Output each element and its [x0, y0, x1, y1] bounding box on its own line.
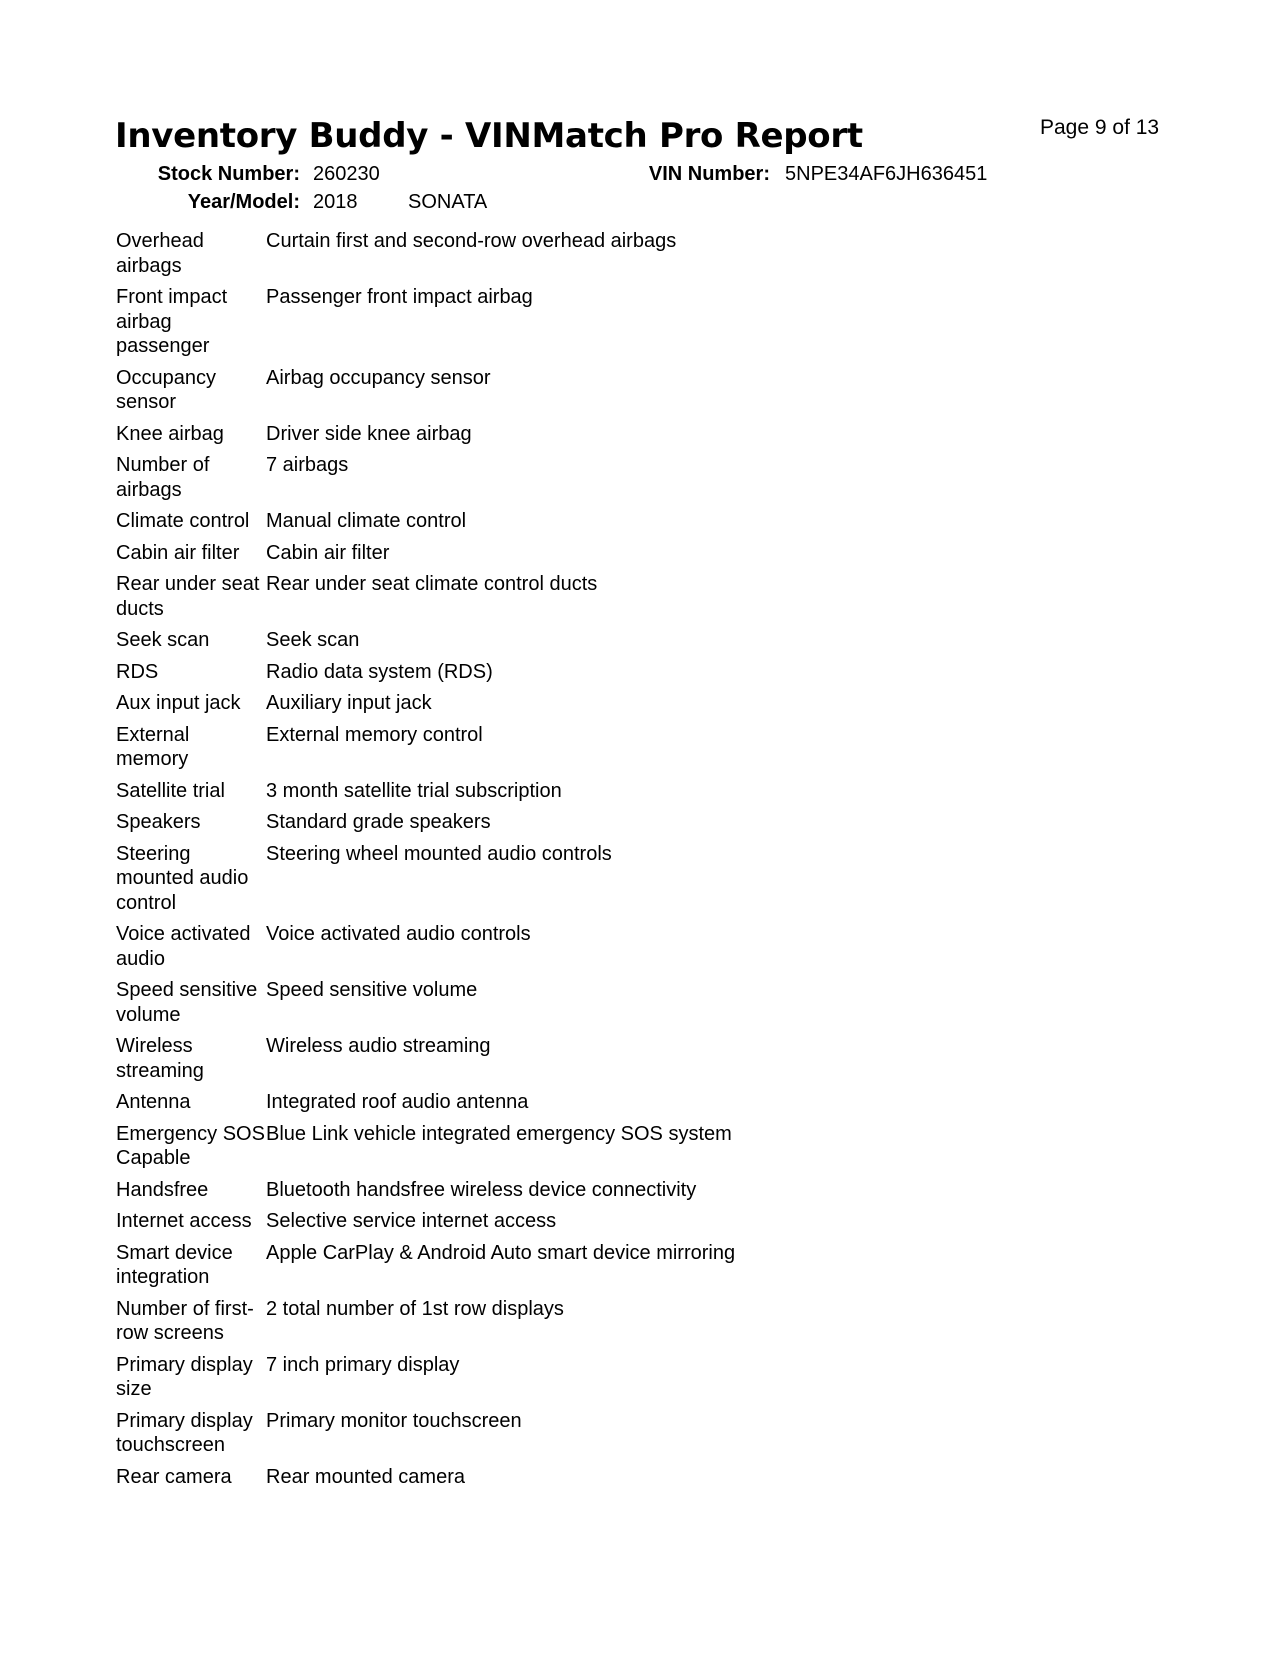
spec-row: [116, 1241, 876, 1297]
spec-description: Cabin air filter: [266, 541, 390, 564]
spec-name: Aux input jack: [116, 692, 241, 714]
spec-description: Manual climate control: [266, 510, 467, 532]
spec-description: Wireless audio streaming: [266, 1035, 491, 1057]
spec-name: Seek scan: [116, 629, 210, 651]
spec-row: [116, 1122, 876, 1178]
spec-row: [116, 779, 876, 811]
spec-description: Auxiliary input jack: [266, 692, 432, 714]
page-number: Page 9 of 13: [1040, 116, 1160, 139]
spec-description: Radio data system (RDS): [266, 660, 493, 683]
year-value: 2018: [313, 191, 358, 213]
spec-description: Integrated roof audio antenna: [266, 1091, 529, 1113]
spec-row: [116, 366, 876, 422]
spec-description: Primary monitor touchscreen: [266, 1409, 522, 1432]
spec-description: 7 inch primary display: [266, 1353, 460, 1376]
spec-name: Number of first-row screens: [116, 1297, 254, 1344]
spec-name: Overhead airbags: [116, 230, 204, 277]
spec-name: Knee airbag: [116, 422, 224, 445]
spec-row: [116, 691, 876, 723]
spec-description: 3 month satellite trial subscription: [266, 779, 562, 802]
spec-description: Steering wheel mounted audio controls: [266, 842, 612, 865]
spec-name: External memory: [116, 723, 190, 770]
spec-name: Smart device integration: [116, 1241, 233, 1288]
spec-name: Wireless streaming: [116, 1035, 204, 1082]
spec-name: Primary display size: [116, 1353, 253, 1400]
spec-name: Primary display touchscreen: [116, 1409, 253, 1456]
spec-description: Rear mounted camera: [266, 1465, 465, 1488]
spec-name: Rear camera: [116, 1465, 232, 1488]
spec-row: [116, 541, 876, 573]
vin-number-value: 5NPE34AF6JH636451: [785, 163, 988, 185]
spec-description: Apple CarPlay & Android Auto smart device mirroring: [266, 1241, 736, 1264]
spec-row: [116, 842, 876, 923]
spec-description: Seek scan: [266, 629, 360, 651]
spec-name: Rear under seat ducts: [116, 573, 260, 620]
spec-description: Passenger front impact airbag: [266, 286, 533, 308]
model-value: SONATA: [408, 191, 488, 213]
spec-row: [116, 1034, 876, 1090]
spec-name: Front impact airbag passenger: [116, 286, 228, 357]
spec-name: RDS: [116, 660, 159, 683]
spec-description: External memory control: [266, 723, 483, 746]
spec-row: [116, 572, 876, 628]
spec-row: [116, 660, 876, 692]
spec-table: [116, 229, 876, 1496]
spec-description: Speed sensitive volume: [266, 979, 478, 1001]
spec-description: Blue Link vehicle integrated emergency SOS system: [266, 1122, 732, 1145]
vin-number-label: VIN Number:: [648, 163, 770, 185]
spec-description: 2 total number of 1st row displays: [266, 1297, 564, 1320]
spec-row: [116, 453, 876, 509]
spec-row: [116, 922, 876, 978]
spec-row: [116, 1465, 876, 1497]
spec-description: Rear under seat climate control ducts: [266, 573, 598, 595]
year-model-label: Year/Model:: [187, 191, 300, 213]
spec-name: Occupancy sensor: [116, 366, 217, 413]
spec-row: [116, 1090, 876, 1122]
spec-row: [116, 810, 876, 842]
spec-name: Number of airbags: [116, 454, 210, 501]
spec-row: [116, 285, 876, 366]
spec-row: [116, 1409, 876, 1465]
spec-name: Climate control: [116, 510, 250, 532]
report-title: Inventory Buddy - VINMatch Pro Report: [115, 116, 863, 156]
spec-name: Steering mounted audio control: [116, 842, 249, 914]
spec-name: Satellite trial: [116, 779, 225, 802]
spec-row: [116, 1209, 876, 1241]
stock-number-value: 260230: [313, 163, 380, 185]
spec-description: Driver side knee airbag: [266, 422, 472, 445]
spec-description: Standard grade speakers: [266, 811, 491, 833]
spec-row: [116, 1178, 876, 1210]
spec-row: [116, 723, 876, 779]
spec-row: [116, 628, 876, 660]
spec-name: Emergency SOS Capable: [116, 1122, 265, 1169]
spec-name: Speed sensitive volume: [116, 979, 258, 1026]
spec-description: Bluetooth handsfree wireless device connectivity: [266, 1178, 697, 1201]
stock-number-label: Stock Number:: [157, 163, 300, 185]
spec-row: [116, 1353, 876, 1409]
spec-name: Cabin air filter: [116, 541, 240, 564]
spec-row: [116, 1297, 876, 1353]
spec-name: Internet access: [116, 1210, 252, 1232]
spec-row: [116, 978, 876, 1034]
spec-description: Curtain first and second-row overhead airbags: [266, 230, 677, 252]
spec-description: 7 airbags: [266, 454, 349, 476]
spec-name: Voice activated audio: [116, 923, 251, 970]
spec-name: Antenna: [116, 1091, 191, 1113]
spec-name: Speakers: [116, 811, 201, 833]
spec-row: [116, 509, 876, 541]
spec-row: [116, 422, 876, 454]
spec-description: Voice activated audio controls: [266, 923, 531, 945]
spec-description: Selective service internet access: [266, 1210, 557, 1232]
spec-row: [116, 229, 876, 285]
spec-name: Handsfree: [116, 1178, 209, 1201]
spec-description: Airbag occupancy sensor: [266, 366, 491, 389]
